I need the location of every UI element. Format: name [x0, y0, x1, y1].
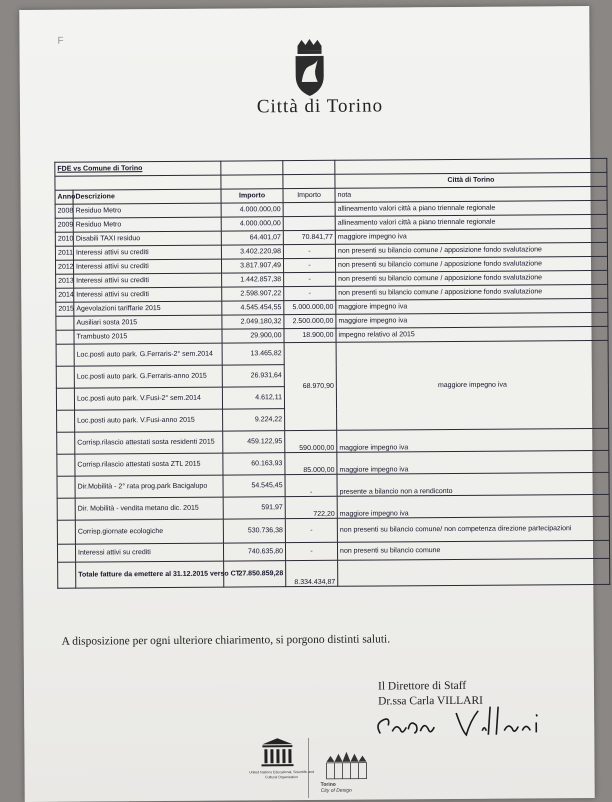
city-title: Città di Torino: [220, 95, 420, 118]
cell-descrizione: Corrisp.rilascio attestati sosta ZTL 2015: [75, 453, 223, 476]
cell-importo: 54.545,45: [223, 475, 285, 497]
cell-descrizione: Dir. Mobilità - vendita metano dic. 2015: [75, 497, 223, 520]
cell-descrizione: Interessi attivi su crediti: [75, 543, 223, 562]
cell-descrizione: Corrisp.rilascio attestati sosta residenti 2015: [75, 431, 223, 454]
cell-importo: 530.736,38: [223, 519, 285, 543]
torino-logo-text: [321, 782, 361, 794]
unesco-text: United Nations Educational, Scientific and Cultural Organization: [249, 770, 315, 779]
cell-nota: non presenti su bilancio comune / apposizione fondo svalutazione: [335, 242, 607, 258]
table-row: [56, 340, 608, 366]
cell-descrizione: Loc.posti auto park. G.Ferraris-2° sem.2014: [74, 343, 222, 366]
cell-importo-ct: 5.000.000,00: [284, 300, 336, 314]
cell-nota: maggiore impegno iva: [336, 340, 609, 430]
cell-anno: 2009: [55, 218, 73, 232]
column-header: Importo: [283, 188, 335, 202]
cell-descrizione: Interessi attivi su crediti: [74, 287, 222, 302]
cell-anno: 2014: [56, 288, 74, 302]
table-total-row: [58, 558, 610, 588]
cell-nota: non presenti su bilancio comune: [337, 540, 609, 560]
cell-importo-ct: 2.500.000,00: [284, 314, 336, 328]
cell-nota: maggiore impegno iva: [337, 494, 609, 518]
cell-importo: 591,97: [223, 497, 285, 519]
cell-importo: 9.224,22: [223, 409, 285, 431]
financial-table: [54, 158, 610, 589]
unesco-logo-icon: [242, 738, 312, 798]
torino-logo-sub: City of Design: [321, 788, 361, 794]
cell-nota: non presenti su bilancio comune / apposizione fondo svalutazione: [336, 270, 608, 286]
document-page: [19, 6, 595, 802]
cell-descrizione: Trambusto 2015: [74, 329, 222, 344]
cell-importo: 4.000.000,00: [221, 203, 283, 217]
cell-descrizione: Residuo Metro: [73, 217, 221, 232]
cell-importo-ct: -: [284, 286, 336, 300]
cell-nota: impegno relativo al 2015: [336, 326, 608, 342]
cell-descrizione: Ausiliari sosta 2015: [74, 315, 222, 330]
cell-importo: 740.635,80: [223, 543, 285, 561]
cell-importo: 1.442.857,38: [222, 273, 284, 287]
column-header: Importo: [221, 189, 283, 203]
cell-nota: allineamento valori città a piano triennale regionale: [335, 200, 607, 216]
cell-importo-ct: 722,20: [285, 496, 337, 518]
cell-importo: 3.817.907,49: [222, 259, 284, 273]
cell-nota: presente a bilancio non a rendiconto: [337, 472, 609, 496]
cell-anno: 2010: [55, 232, 73, 246]
cell-importo-ct: -: [284, 272, 336, 286]
cell-importo: 4.000.000,00: [221, 217, 283, 231]
table-title-left: FDE vs Comune di Torino: [55, 161, 221, 176]
total-label: Totale fatture da emettere al 31.12.2015 verso CT: [76, 561, 224, 588]
cell-descrizione: Residuo Metro: [73, 203, 221, 218]
total-importo: 27.850.859,28: [224, 561, 286, 587]
cell-importo-ct: -: [285, 518, 337, 542]
cell-nota: maggiore impegno iva: [337, 428, 609, 452]
cell-importo-ct: 85.000,00: [285, 452, 337, 474]
cell-importo-ct: -: [285, 542, 337, 560]
cell-descrizione: Loc.posti auto park. V.Fusi-2° sem.2014: [74, 387, 222, 410]
cell-importo-ct: -: [284, 258, 336, 272]
cell-anno: 2015: [56, 302, 74, 316]
torino-crest-icon: [287, 38, 331, 98]
cell-descrizione: Interessi attivi su crediti: [74, 273, 222, 288]
cell-nota: maggiore impegno iva: [337, 450, 609, 474]
cell-importo: 459.122,95: [223, 431, 285, 453]
cell-importo: 4.612,11: [222, 387, 284, 409]
cell-descrizione: Agevolazioni tariffarie 2015: [74, 301, 222, 316]
cell-importo-ct: 70.841,77: [283, 230, 335, 244]
cell-descrizione: Loc.posti auto park. G.Ferraris-anno 2015: [74, 365, 222, 388]
cell-importo: 26.931,64: [222, 365, 284, 387]
cell-nota: maggiore impegno iva: [336, 312, 608, 328]
cell-descrizione: Dir.Mobilità - 2° rata prog.park Bacigalupo: [75, 475, 223, 498]
cell-anno: 2011: [55, 246, 73, 260]
cell-importo: 4.545.454,55: [222, 301, 284, 315]
cell-anno: [56, 330, 74, 344]
cell-descrizione: Loc.posti auto park. V.Fusi-anno 2015: [75, 409, 223, 432]
column-header: nota: [335, 186, 607, 202]
cell-descrizione: Interessi attivi su crediti: [73, 245, 221, 260]
cell-importo: 3.402.220,98: [221, 245, 283, 259]
cell-anno: 2008: [55, 204, 73, 218]
cell-importo: 60.163,93: [223, 453, 285, 475]
cell-importo: 64.401,07: [221, 231, 283, 245]
torino-logo-name: Torino: [321, 782, 361, 788]
signer-name: Dr.ssa Carla VILLARI: [378, 693, 598, 710]
cell-importo-ct: [283, 202, 335, 216]
cell-nota: non presenti su bilancio comune / apposizione fondo svalutazione: [336, 284, 608, 300]
column-header: Descrizione: [73, 189, 221, 204]
cell-importo-ct: 18.900,00: [284, 328, 336, 342]
closing-text: A disposizione per ogni ulteriore chiarimento, si porgono distinti saluti.: [62, 632, 602, 648]
cell-importo-ct: 68.970,90: [284, 342, 337, 430]
total-importo-ct: 8.334.434,87: [286, 560, 338, 586]
cell-nota: non presenti su bilancio comune / apposizione fondo svalutazione: [335, 256, 607, 272]
cell-anno: [56, 316, 74, 330]
cell-importo: 2.598.907,22: [222, 287, 284, 301]
cell-nota: allineamento valori città a piano triennale regionale: [335, 214, 607, 230]
column-header: Anno: [55, 190, 73, 204]
cell-descrizione: Corrisp.giornate ecologiche: [75, 519, 223, 544]
cell-nota: non presenti su bilancio comune/ non competenza direzione partecipazioni: [337, 516, 609, 542]
table-title-right: Città di Torino: [335, 172, 607, 188]
signer-role: Il Direttore di Staff: [378, 678, 598, 695]
page-mark: F: [57, 36, 63, 47]
cell-importo: 2.049.180,32: [222, 315, 284, 329]
cell-importo: 13.465,82: [222, 343, 284, 365]
cell-nota: maggiore impegno iva: [336, 298, 608, 314]
cell-importo-ct: -: [285, 474, 337, 496]
cell-descrizione: Disabili TAXI residuo: [73, 231, 221, 246]
cell-descrizione: Interessi attivi su crediti: [73, 259, 221, 274]
cell-anno: 2012: [55, 260, 73, 274]
cell-importo: 29.900,00: [222, 329, 284, 343]
cell-anno: 2013: [56, 274, 74, 288]
cell-importo-ct: [283, 216, 335, 230]
cell-importo-ct: -: [283, 244, 335, 258]
handwritten-signature: [370, 700, 560, 751]
cell-importo-ct: 590.000,00: [285, 430, 337, 452]
cell-nota: maggiore impegno iva: [335, 228, 607, 244]
